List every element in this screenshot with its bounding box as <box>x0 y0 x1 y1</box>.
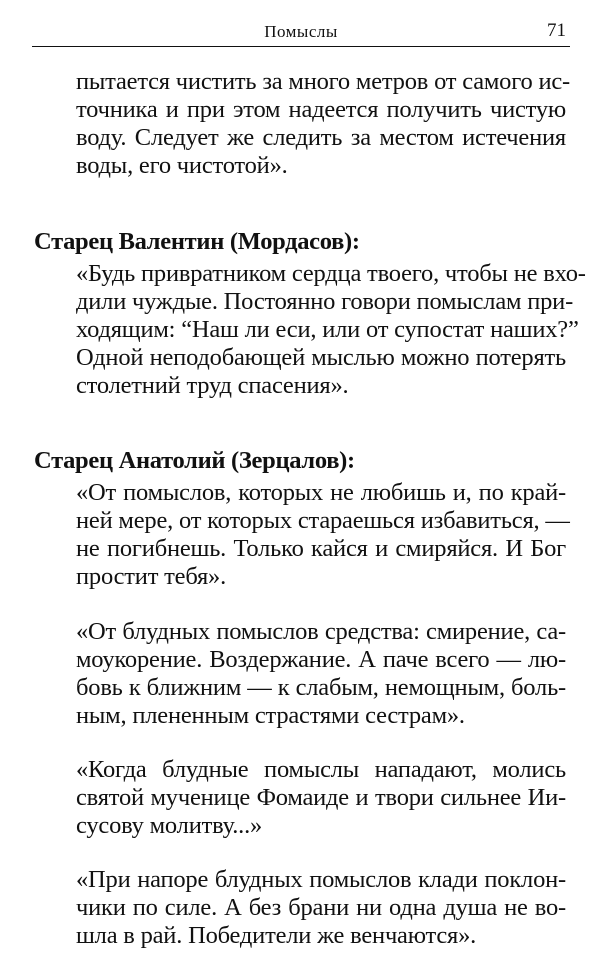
text-line: воду. Следует же следить за местом истечения <box>76 124 566 151</box>
text-line: не погибнешь. Только кайся и смиряйся. И Бог <box>76 535 566 562</box>
section-heading-valentin: Старец Валентин (Мордасов): <box>34 228 360 255</box>
text-line: ней мере, от которых стараешься избавиться, — <box>76 507 570 534</box>
quote-anatoly-3 <box>76 756 566 840</box>
paragraph-continued <box>76 68 570 180</box>
text-line: моукорение. Воздержание. А паче всего — лю- <box>76 646 566 673</box>
quote-anatoly-1 <box>76 479 570 591</box>
text-line: столетний труд спасения». <box>76 372 349 399</box>
running-title: Помыслы <box>264 22 338 41</box>
text-line: пытается чистить за много метров от самого ис- <box>76 68 570 95</box>
text-line: «От блудных помыслов средства: смирение, са- <box>76 618 566 645</box>
section-heading-anatoly: Старец Анатолий (Зерцалов): <box>34 447 355 474</box>
text-line: простит тебя». <box>76 563 227 590</box>
text-line: дили чуждые. Постоянно говори помыслам при- <box>76 288 574 315</box>
text-line: чики по силе. А без брани ни одна душа не во- <box>76 894 566 921</box>
text-line: ходящим: “Наш ли еси, или от супостат наших?” <box>76 316 579 343</box>
text-line: шла в рай. Победители же венчаются». <box>76 922 477 949</box>
running-header <box>32 20 570 47</box>
quote-anatoly-4 <box>76 866 566 950</box>
page-number: 71 <box>547 20 566 41</box>
text-line: «Когда блудные помыслы нападают, молись <box>76 756 566 783</box>
text-line: «От помыслов, которых не любишь и, по край- <box>76 479 566 506</box>
text-line: Одной неподобающей мыслью можно потерять <box>76 344 566 371</box>
text-line: сусову молитву...» <box>76 812 263 839</box>
quote-anatoly-2 <box>76 618 566 730</box>
text-line: «При напоре блудных помыслов клади поклон- <box>76 866 566 893</box>
text-line: ным, плененным страстями сестрам». <box>76 702 465 729</box>
quote-valentin <box>76 260 586 400</box>
text-line: «Будь привратником сердца твоего, чтобы не вхо- <box>76 260 586 287</box>
text-line: бовь к ближним — к слабым, немощным, боль- <box>76 674 566 701</box>
text-line: точника и при этом надеется получить чистую <box>76 96 566 123</box>
text-line: воды, его чистотой». <box>76 152 288 179</box>
text-line: святой мученице Фомаиде и твори сильнее Ии- <box>76 784 566 811</box>
